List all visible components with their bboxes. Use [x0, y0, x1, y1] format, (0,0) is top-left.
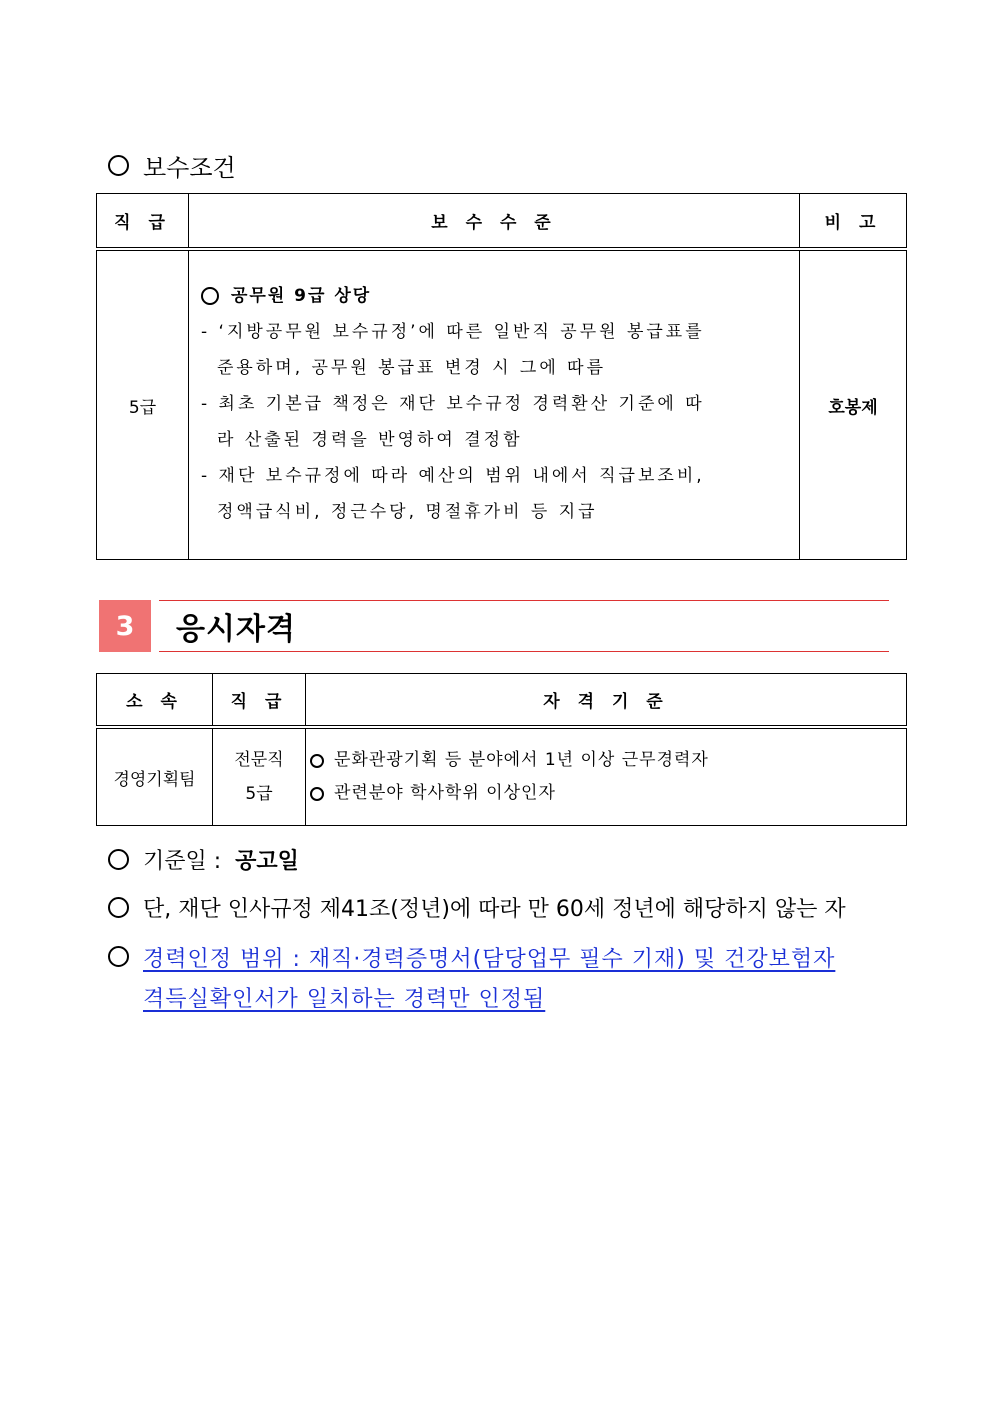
pay-line: 라 산출된 경력을 반영하여 결정함 — [217, 430, 523, 450]
qual-position — [213, 727, 306, 826]
qual-header-criteria: 자 격 기 준 — [306, 674, 907, 728]
section-divider-bottom — [159, 651, 889, 652]
pay-line: - 최초 기본급 책정은 재단 보수규정 경력환산 기준에 따 — [201, 394, 705, 414]
pay-first-line-text: 공무원 9급 상당 — [231, 286, 372, 306]
qual-position-line1: 전문직 — [234, 750, 284, 770]
circle-bullet-icon — [108, 946, 129, 967]
criteria-text: 관련분야 학사학위 이상인자 — [334, 783, 556, 803]
pay-section-heading — [108, 148, 236, 183]
pay-line: - ‘지방공무원 보수규정’에 따른 일반직 공무원 봉급표를 — [201, 322, 705, 342]
section-number-badge: 3 — [99, 600, 151, 652]
criteria-item — [310, 777, 906, 810]
qual-position-line2: 5급 — [245, 784, 273, 804]
base-date-value: 공고일 — [235, 849, 299, 874]
qualification-table — [96, 673, 907, 826]
circle-bullet-icon — [201, 287, 219, 305]
pay-note: 호봉제 — [800, 249, 907, 560]
pay-line: 정액급식비, 정근수당, 명절휴가비 등 지급 — [217, 502, 598, 522]
qual-header-grade: 직 급 — [213, 674, 306, 728]
base-date-label: 기준일 : — [143, 849, 222, 874]
pay-level-cell — [189, 249, 800, 560]
pay-heading-text: 보수조건 — [143, 154, 236, 182]
section-divider-top — [159, 600, 889, 601]
career-note-text — [143, 940, 835, 1020]
qual-header-dept: 소 속 — [97, 674, 213, 728]
career-note-line2: 격득실확인서가 일치하는 경력만 인정됨 — [143, 987, 546, 1012]
career-note-line1: 경력인정 범위 : 재직·경력증명서(담당업무 필수 기재) 및 건강보험자 — [143, 947, 836, 972]
pay-grade: 5급 — [97, 249, 189, 560]
qual-dept: 경영기획팀 — [97, 727, 213, 826]
circle-bullet-icon — [108, 897, 129, 918]
pay-header-grade: 직 급 — [97, 194, 189, 250]
pay-first-line — [201, 278, 795, 314]
qual-row — [97, 727, 907, 826]
pay-header-note: 비 고 — [800, 194, 907, 250]
pay-line: - 재단 보수규정에 따라 예산의 범위 내에서 직급보조비, — [201, 466, 705, 486]
age-limit-text: 단, 재단 인사규정 제41조(정년)에 따라 만 60세 정년에 해당하지 않는 자 — [143, 897, 846, 922]
pay-row — [97, 249, 907, 560]
pay-table — [96, 193, 907, 560]
criteria-item — [310, 744, 906, 777]
age-limit-note — [108, 892, 846, 923]
circle-bullet-icon — [310, 754, 324, 768]
pay-header-level: 보 수 수 준 — [189, 194, 800, 250]
circle-bullet-icon — [108, 849, 129, 870]
circle-bullet-icon — [310, 787, 324, 801]
pay-line: 준용하며, 공무원 봉급표 변경 시 그에 따름 — [217, 358, 607, 378]
circle-bullet-icon — [108, 155, 129, 176]
base-date-note — [108, 844, 299, 875]
section-title: 응시자격 — [176, 612, 296, 647]
qual-criteria — [306, 727, 907, 826]
career-note — [108, 940, 835, 1020]
criteria-text: 문화관광기획 등 분야에서 1년 이상 근무경력자 — [334, 750, 709, 770]
